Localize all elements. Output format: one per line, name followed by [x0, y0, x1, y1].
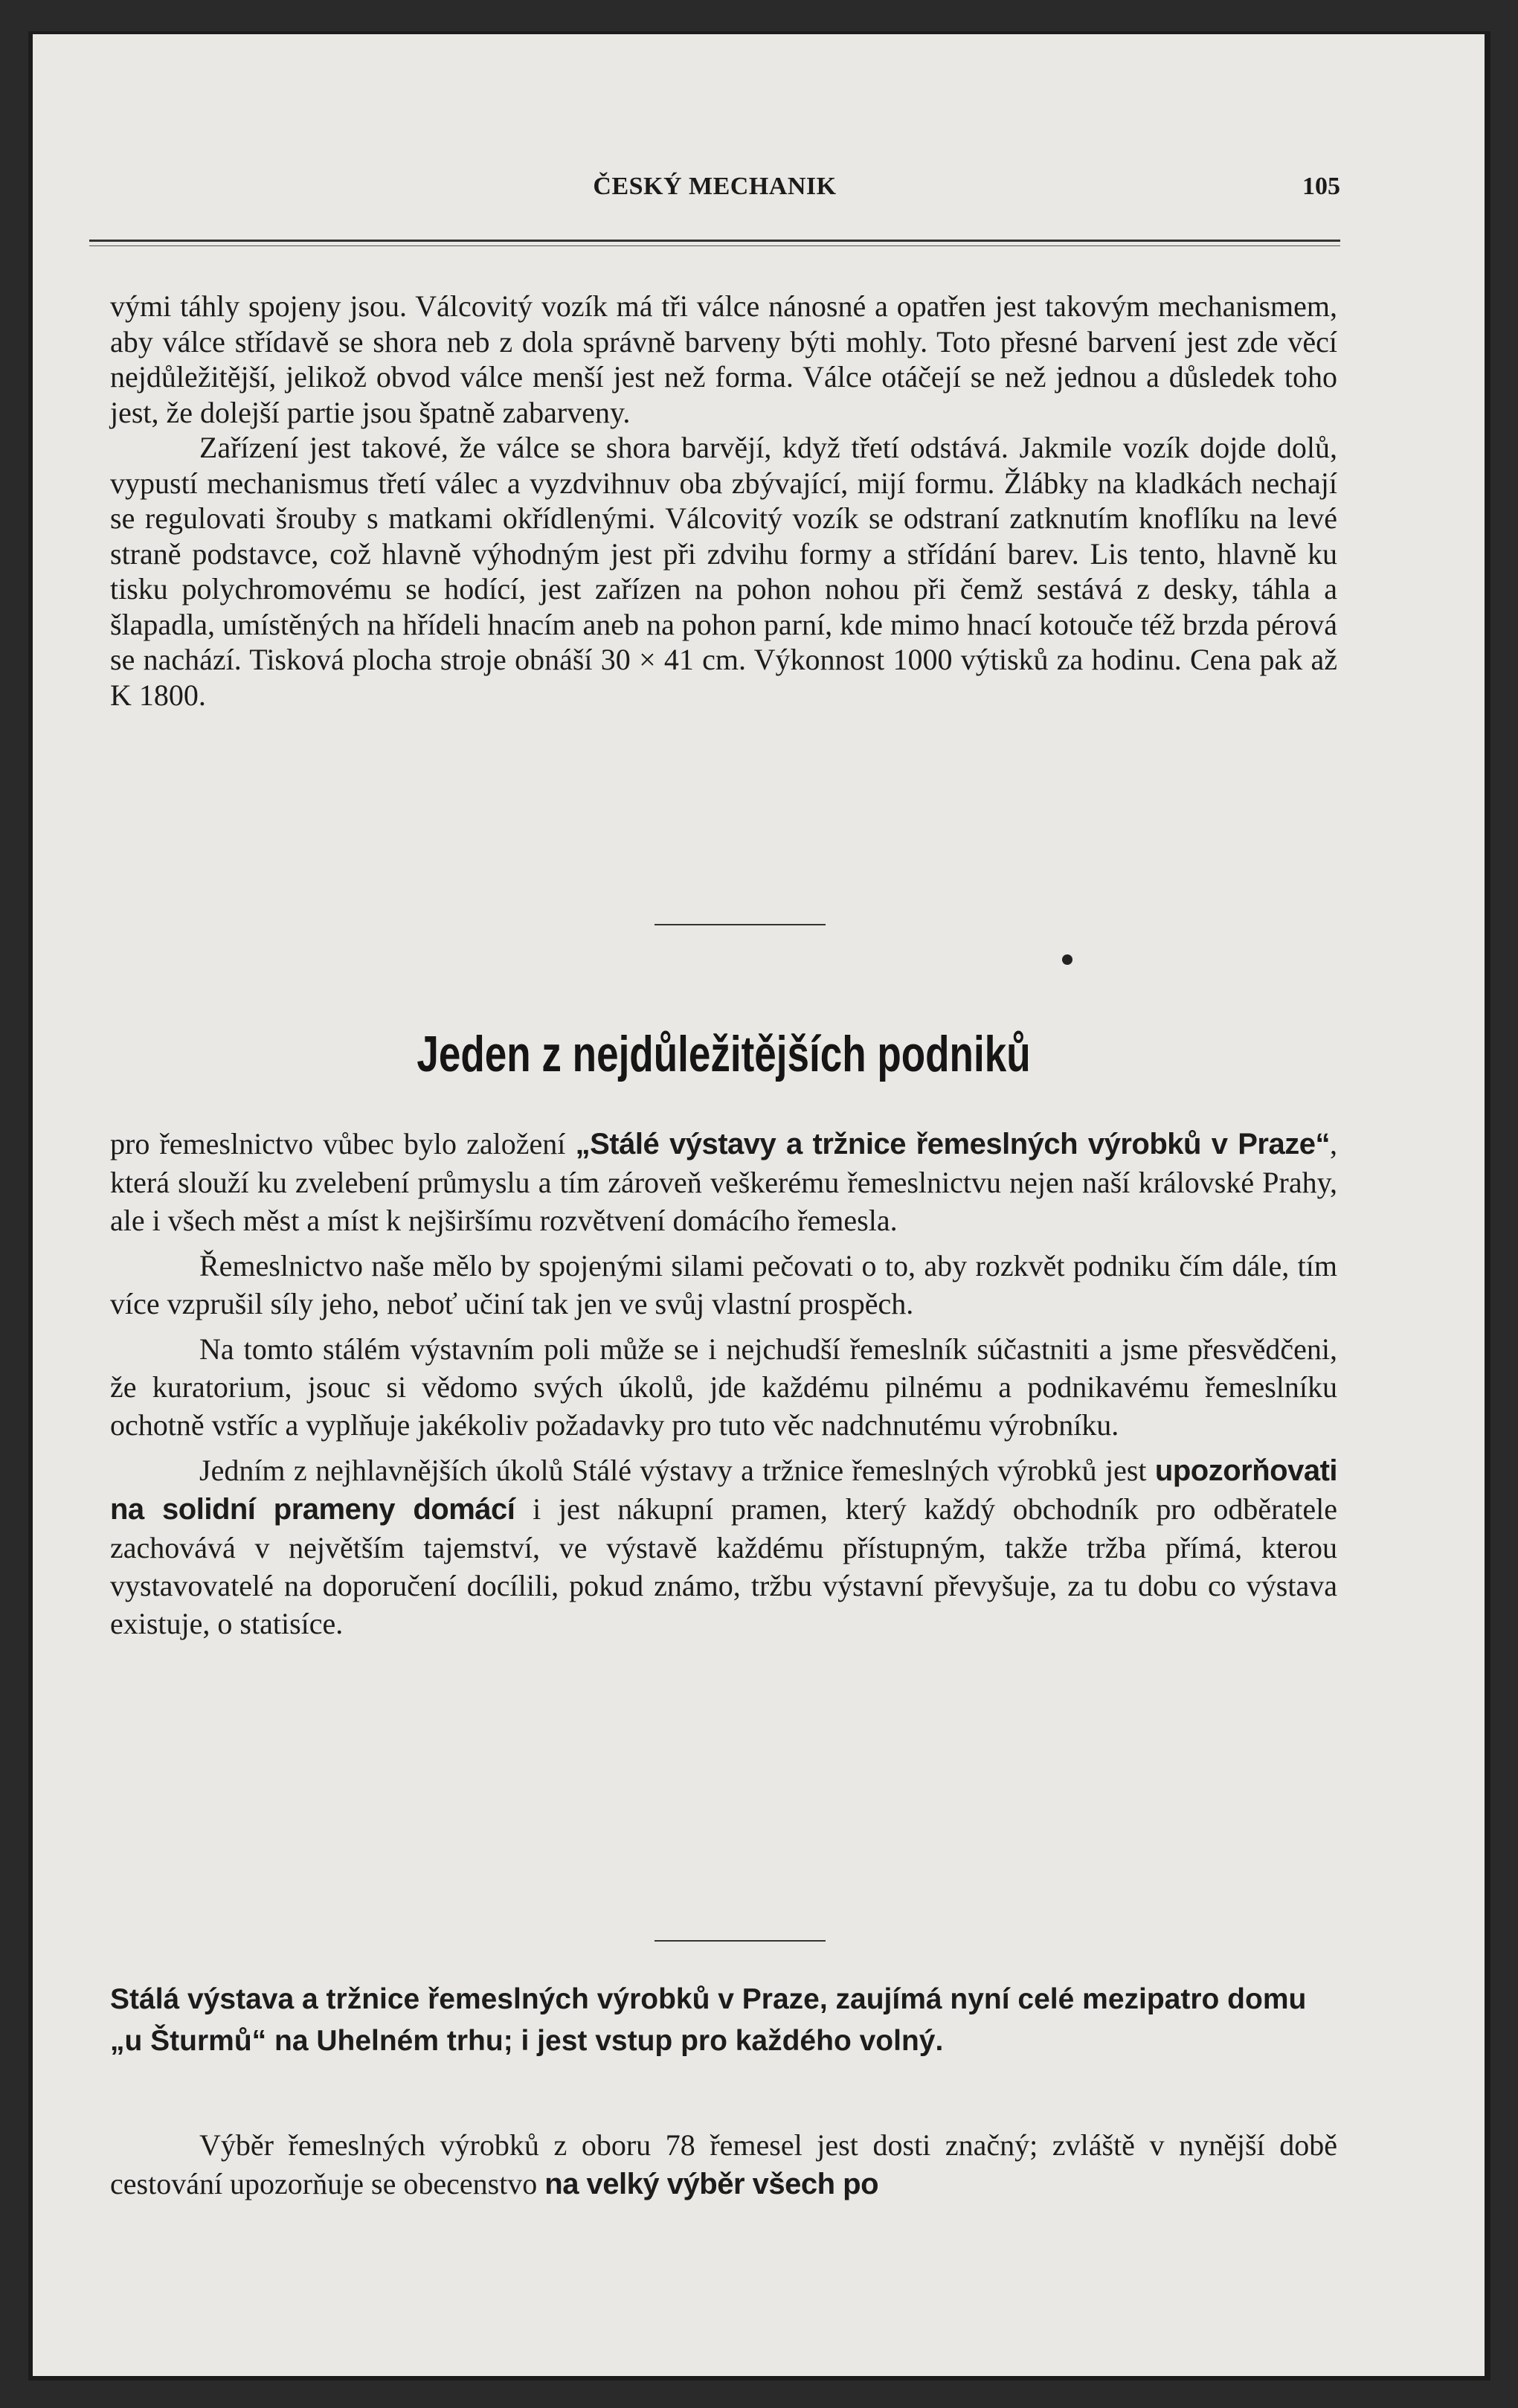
article-paragraph-2: Řemeslnictvo naše mělo by spojenými silami pečovati o to, aby rozkvět podniku čím dále, tím více vzprušil síly jeho, neboť učiní tak jen ve svůj vlastní prospěch.: [110, 1249, 1337, 1320]
page-number: 105: [1302, 173, 1340, 200]
ink-dot: [1062, 954, 1072, 965]
section-separator: [655, 924, 826, 925]
article-paragraph-3: Na tomto stálém výstavním poli může se i nejchudší řemeslník súčastniti a jsme přesvědčeni, že kuratorium, jsouc si vědomo svých úkolů, jde každému pilnému a podnikavému řemeslníku ochotně vstříc a vyplňuje jakékoliv požadavky pro tuto věc nadchnutému výrobníku.: [110, 1332, 1337, 1442]
last-paragraph: Výběr řemeslných výrobků z oboru 78 řemesel jest dosti značný; zvláště v nynější době cestování upozorňuje se obecenstvo na velký výběr všech po: [110, 2128, 1337, 2200]
header-rule: [89, 240, 1340, 242]
article-heading: Jeden z nejdůležitějších podniků: [417, 1026, 1031, 1082]
section-separator-2: [655, 1940, 826, 1942]
paragraph-continued: vými táhly spojeny jsou. Válcovitý vozík má tři válce nánosné a opatřen jest takovým mechanismem, aby válce střídavě se shora neb z dola správně barveny býti mohly. Toto přesné barvení jest zde věcí nejdůležitější, jelikož obvod válce menší jest než forma. Válce otáčejí se než jednou a důsledek toho jest, že dolejší partie jsou špatně zabarveny.: [110, 289, 1337, 429]
article-paragraph-4: Jedním z nejhlavnějších úkolů Stálé výstavy a tržnice řemeslných výrobků jest upozorňovati na solidní prameny domácí i jest nákupní pramen, který každý obchodník pro odběratele zachovává v největším tajemství, ve výstavě každému přístupným, takže tržba přímá, kterou vystavovatelé na doporučení docílili, pokud známo, tržbu výstavní převyšuje, za tu dobu co výstava existuje, o statisíce.: [110, 1454, 1337, 1640]
header-rule-thin: [89, 245, 1340, 246]
top-section: [110, 289, 1337, 713]
paragraph-machine-description: Zařízení jest takové, že válce se shora barvějí, když třetí odstává. Jakmile vozík dojde dolů, vypustí mechanismus třetí válec a vyzdvihnuv oba zbývající, mijí formu. Žlábky na kladkách nechají se regulovati šrouby s matkami okřídlenými. Válcovitý vozík se odstraní zatknutím knoflíku na levé straně podstavce, což hlavně výhodným jest při zdvihu formy a střídání barev. Lis tento, hlavně ku tisku polychromovému se hodící, jest zařízen na pohon nohou při čemž sestává z desky, táhla a šlapadla, umístěných na hřídeli hnacím aneb na pohon parní, kde mimo hnací kotouče též brzda pérová se nachází. Tisková plocha stroje obnáší 30 × 41 cm. Výkonnost 1000 výtisků za hodinu. Cena pak až K 1800.: [110, 431, 1337, 712]
exhibition-name: „Stálé výstavy a tržnice řemeslných výrobků v Praze“: [575, 1128, 1330, 1160]
article-body: [110, 1125, 1337, 1643]
emphasis-large-selection: na velký výběr všech po: [544, 2168, 879, 2200]
running-title: ČESKÝ MECHANIK: [593, 173, 837, 200]
exhibition-notice: Stálá výstava a tržnice řemeslných výrobků v Praze, zaujímá nyní celé mezipatro domu „u Šturmů“ na Uhelném trhu; i jest vstup pro každého volný.: [110, 1983, 1307, 2057]
article-paragraph-1: pro řemeslnictvo vůbec bylo založení „Stálé výstavy a tržnice řemeslných výrobků v Praze“, která slouží ku zvelebení průmyslu a tím zároveň veškerému řemeslnictvu nejen naší královské Prahy, ale i všech měst a míst k nejširšímu rozvětvení domácího řemesla.: [110, 1127, 1337, 1237]
emphasis-solid-sources: upozorňovati na solidní prameny domácí: [110, 1454, 1337, 1526]
page-header: [89, 165, 1340, 211]
